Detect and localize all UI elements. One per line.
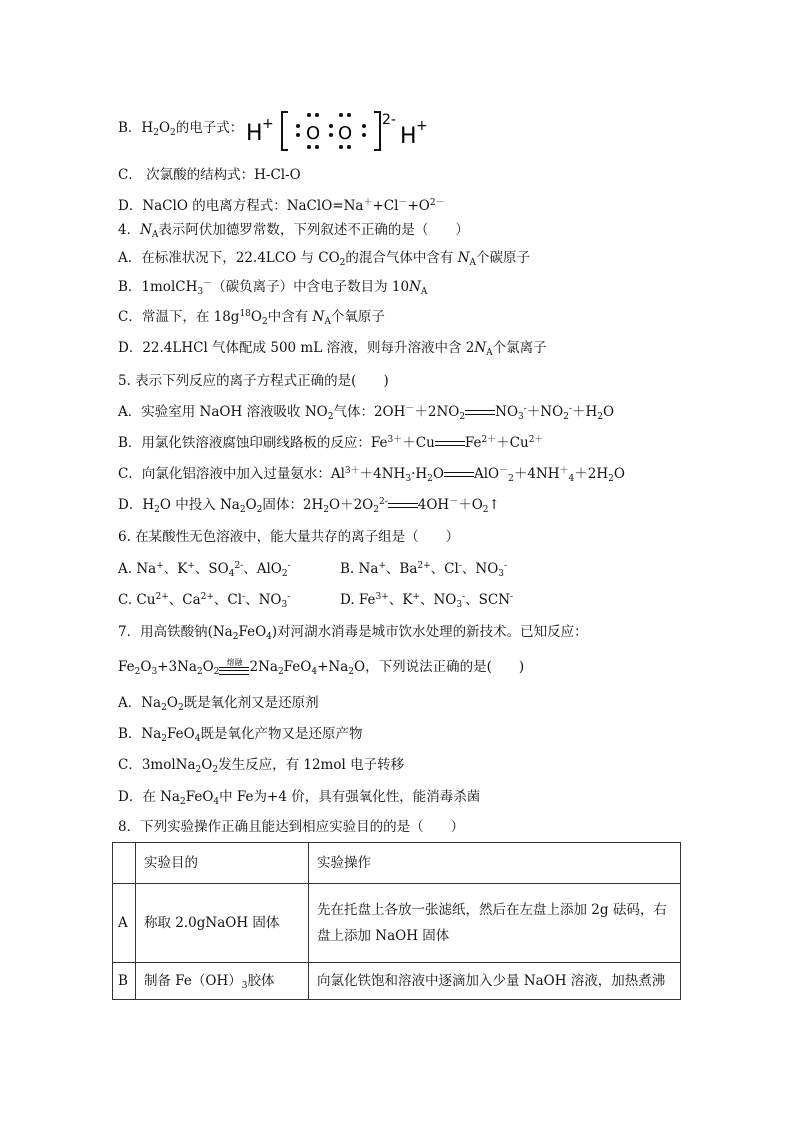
- q4-option-d: D．22.4LHCl 气体配成 500 mL 溶液，则每升溶液中含 $2N_A$个氯离子: [118, 340, 547, 358]
- row-operation: 先在托盘上各放一张滤纸，然后在左盘上添加 2g 砝码，右 盘上添加 NaOH 固体: [309, 884, 681, 963]
- q7-option-d: D．在 $Na_2FeO_4$中 Fe为+4 价，具有强氧化性，能消毒杀菌: [118, 789, 481, 807]
- row-label: A: [113, 884, 136, 963]
- svg-text:+: +: [262, 116, 274, 132]
- row-label: B: [113, 963, 136, 1000]
- svg-text:2-: 2-: [382, 112, 396, 128]
- question-7-stem: 7．用高铁酸钠$(Na_2FeO_4)$对河湖水消毒是城市饮水处理的新技术。已知反应：: [118, 624, 588, 642]
- q4-option-a: A．在标准状况下，22.4LCO 与 $CO_2$的混合气体中含有 $N_A$个碳原子: [118, 250, 530, 268]
- question-4-stem: 4．$N_A$表示阿伏加德罗常数，下列叙述不正确的是（ ）: [118, 222, 469, 240]
- q7-option-a: A．$Na_2O_2$既是氧化剂又是还原剂: [118, 695, 319, 713]
- option-b-h2o2: B．$H_2O_2$的电子式：: [118, 120, 244, 138]
- q4-option-b: B．1molCH$_3$－（碳负离子）中含电子数目为 $10N_A$: [118, 279, 428, 297]
- row-operation: 向氯化铁饱和溶液中逐滴加入少量 NaOH 溶液，加热煮沸: [309, 963, 681, 1000]
- q6-option-d: D. $Fe^{3+}$、K+、$NO_3^-$、SCN-: [340, 592, 514, 610]
- svg-text:H: H: [400, 124, 417, 149]
- q6-option-a: A. Na+、K+、$SO_4^{2-}$、AlO$_2$-: [118, 561, 291, 579]
- q7-reaction: $Fe_2O_3+3Na_2O_2$ 熔融 $2Na_2FeO_4+Na_2O$，下列说法正确的是( ): [118, 657, 525, 677]
- table-header-cell: 实验操作: [309, 843, 681, 884]
- svg-text:O: O: [338, 123, 353, 144]
- q5-option-c: C．向氯化铝溶液中加入过量氨水：$Al^{3+}+4NH_3\cdot H_2O$ $AlO^-_2+4NH^+_4+2H_2O$: [118, 466, 625, 484]
- option-d-naclo: D．NaClO 的电离方程式：$NaClO=Na^++Cl^-+O^{2-}$: [118, 198, 445, 214]
- svg-text:O: O: [306, 123, 321, 144]
- row-purpose: 称取 2.0gNaOH 固体: [136, 884, 309, 963]
- option-c-hclo: C． 次氯酸的结构式：H-Cl-O: [118, 167, 301, 183]
- q4-option-c: C．常温下，在 $18g^{18}O_2$中含有 $N_A$个氧原子: [118, 309, 385, 327]
- q5-option-b: B．用氯化铁溶液腐蚀印刷线路板的反应：$Fe^{3+}+Cu$ $Fe^{2+}+Cu^{2+}$: [118, 435, 544, 451]
- table-header-cell: 实验目的: [136, 843, 309, 884]
- question-6-stem: 6. 在某酸性无色溶液中，能大量共存的离子组是（ ）: [118, 529, 460, 545]
- question-8-stem: 8．下列实验操作正确且能达到相应实验目的的是（ ）: [118, 819, 465, 835]
- q5-option-d: D．$H_2O$ 中投入 $Na_2O_2$固体：$2H_2O+2O_2^{2-}$ $4OH^-+O_2↑$: [118, 497, 500, 515]
- table-header-row: [113, 843, 681, 884]
- table-header-cell: [113, 843, 136, 884]
- q7-option-b: B．$Na_2FeO_4$既是氧化产物又是还原产物: [118, 726, 363, 744]
- svg-text:+: +: [416, 118, 428, 134]
- table-row: [113, 963, 681, 1000]
- svg-text:H: H: [246, 121, 263, 146]
- table-row: [113, 884, 681, 963]
- row-purpose: 制备 $Fe(OH)_3$胶体: [136, 963, 309, 1000]
- fusion-arrow: 熔融: [219, 660, 249, 676]
- q6-option-c: C. $Cu^{2+}$、$Ca^{2+}$、Cl-、$NO_3^-$: [118, 592, 291, 610]
- q5-option-a: A．实验室用 NaOH 溶液吸收 $NO_2$气体：$2OH^-+2NO_2$ $NO_3^-+NO_2^-+H_2O$: [118, 404, 615, 422]
- h2o2-electron-formula: [244, 106, 434, 154]
- experiment-table: [112, 842, 681, 1000]
- question-5-stem: 5. 表示下列反应的离子方程式正确的是( ): [118, 373, 389, 389]
- q6-option-b: B. Na+、$Ba^{2+}$、Cl-、$NO_3^-$: [340, 561, 508, 579]
- q7-option-c: C．$3molNa_2O_2$发生反应，有 12mol 电子转移: [118, 757, 405, 775]
